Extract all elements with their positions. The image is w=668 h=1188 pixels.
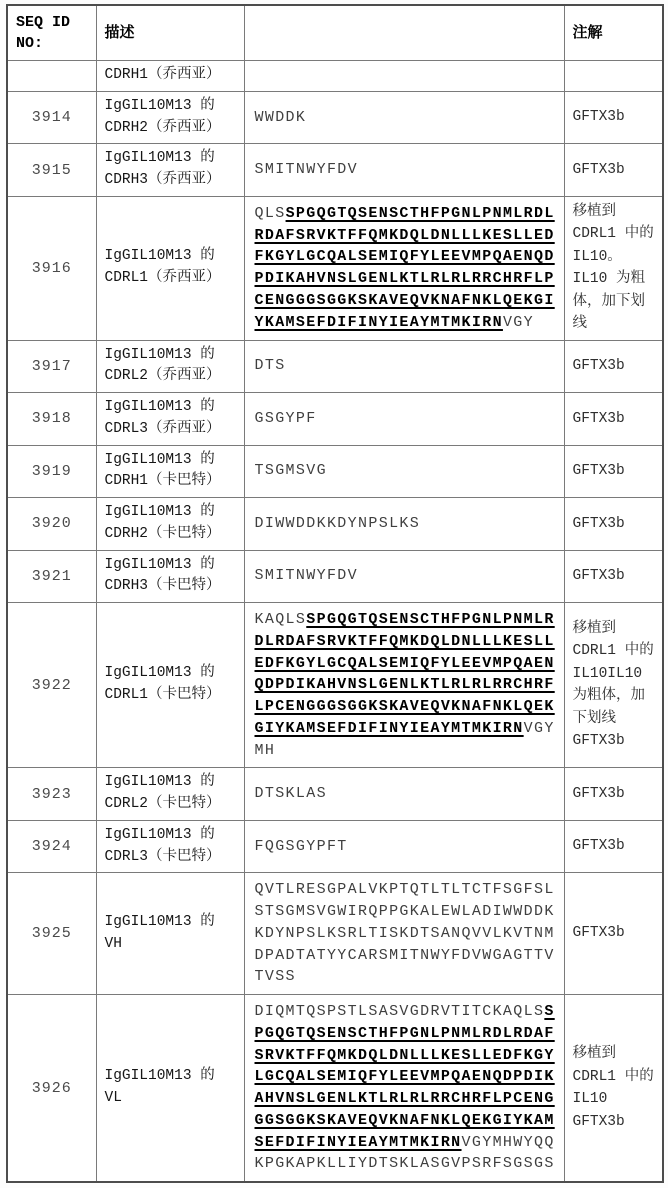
description-line: VL [104, 1090, 122, 1107]
description-line: CDRH3（卡巴特） [104, 578, 221, 595]
seq-id-cell: 3923 [7, 768, 96, 821]
description-cell [96, 393, 244, 446]
note-line: IL10IL10 [572, 665, 643, 682]
note-cell [564, 196, 663, 340]
sequence-cell [244, 445, 564, 498]
table-row [7, 768, 663, 821]
description-line: CDRL1（乔西亚） [104, 270, 221, 287]
sequence-segment: VGYMH [254, 719, 555, 759]
sequence-cell [244, 393, 564, 446]
note-cell [564, 820, 663, 873]
note-line: GFTX3b [572, 410, 625, 427]
note-line: 下划线 [572, 710, 616, 727]
description-cell [96, 995, 244, 1183]
note-line: 移植到 [572, 1046, 616, 1063]
sequence-segment-il10: SPGQGTQSENSCTHFPGNLPNMLRDLRDAFSRVKTFFQMKDQLDNLLLKESLLEDFKGYLGCQALSEMIQFYLEEVMPQAENQDPDIKAHVNSLGENLKTLRLRLRRCHRFLPCENGGGSGGKSKAVEQVKNAFNKLQEKGIYKAMSEFDIFINYIEAYMTMKIRN [254, 611, 555, 737]
description-line: IgGIL10M13 的 [104, 826, 215, 843]
note-line: GFTX3b [572, 109, 625, 126]
note-line: IL10。 [572, 248, 622, 265]
table-row [7, 498, 663, 551]
description-cell [96, 550, 244, 603]
sequence-cell [244, 91, 564, 144]
note-cell [564, 995, 663, 1183]
note-line: 体，加下划 [572, 293, 645, 310]
table-row [7, 61, 663, 92]
note-line: GFTX3b [572, 838, 625, 855]
note-cell [564, 91, 663, 144]
sequence-cell [244, 61, 564, 92]
sequence-segment: DTSKLAS [254, 785, 327, 803]
description-line: IgGIL10M13 的 [104, 913, 215, 930]
description-line: CDRL3（乔西亚） [104, 420, 221, 437]
note-line: 移植到 [572, 620, 616, 637]
sequence-cell [244, 498, 564, 551]
note-line: GFTX3b [572, 925, 625, 942]
sequence-segment: KAQLS [254, 611, 307, 629]
note-cell [564, 603, 663, 768]
sequence-segment: QLS [254, 204, 286, 222]
seq-id-cell: 3925 [7, 873, 96, 995]
seq-id-cell: 3918 [7, 393, 96, 446]
col-header-description: 描述 [96, 5, 244, 61]
seq-id-cell: 3924 [7, 820, 96, 873]
note-line: IL10 为粗 [572, 271, 646, 288]
seq-id-cell: 3926 [7, 995, 96, 1183]
sequence-segment: GSGYPF [254, 409, 317, 427]
note-line: GFTX3b [572, 515, 625, 532]
table-row [7, 550, 663, 603]
description-line: CDRH2（乔西亚） [104, 119, 221, 136]
seq-id-cell: 3920 [7, 498, 96, 551]
description-cell [96, 61, 244, 92]
seq-id-cell [7, 61, 96, 92]
sequence-cell [244, 340, 564, 393]
note-line: GFTX3b [572, 463, 625, 480]
sequence-cell [244, 820, 564, 873]
description-line: IgGIL10M13 的 [104, 97, 215, 114]
description-line: IgGIL10M13 的 [104, 504, 215, 521]
sequence-cell [244, 995, 564, 1183]
sequence-segment: VGY [502, 313, 534, 331]
description-line: IgGIL10M13 的 [104, 1068, 215, 1085]
note-line: GFTX3b [572, 358, 625, 375]
description-cell [96, 873, 244, 995]
seq-id-cell: 3919 [7, 445, 96, 498]
note-cell [564, 144, 663, 197]
col-header-sequence [244, 5, 564, 61]
description-line: CDRH3（乔西亚） [104, 172, 221, 188]
sequence-segment: FQGSGYPFT [254, 837, 348, 855]
sequence-segment: DIQMTQSPSTLSASVGDRVTITCKAQLS [254, 1003, 545, 1021]
note-cell [564, 340, 663, 393]
sequence-listing-table [6, 4, 664, 1183]
sequence-segment: QVTLRESGPALVKPTQTLTLTCTFSGFSLSTSGMSVGWIRQPPGKALEWLADIWWDDKKDYNPSLKSRLTISKDTSANQVVLKVTNMDPADTATYYCARSMITNWYFDVWGAGTTVTVSS [254, 881, 555, 986]
note-line: CDRL1 中的 [572, 1068, 654, 1085]
description-line: IgGIL10M13 的 [104, 556, 215, 573]
description-line: CDRH2（卡巴特） [104, 525, 221, 542]
description-line: VH [104, 935, 122, 952]
table-row [7, 340, 663, 393]
note-line: CDRL1 中的 [572, 226, 654, 243]
note-line: 线 [572, 316, 587, 333]
sequence-cell [244, 196, 564, 340]
description-line: IgGIL10M13 的 [104, 774, 215, 791]
note-line: GFTX3b [572, 733, 625, 750]
col-header-seq-id [7, 5, 96, 61]
table-row [7, 995, 663, 1183]
table-row [7, 445, 663, 498]
description-cell [96, 445, 244, 498]
description-line: IgGIL10M13 的 [104, 451, 215, 468]
description-line: IgGIL10M13 的 [104, 665, 215, 682]
note-cell [564, 393, 663, 446]
sequence-segment: SMITNWYFDV [254, 567, 359, 585]
table-row [7, 196, 663, 340]
sequence-segment: SMITNWYFDV [254, 161, 359, 179]
description-cell [96, 340, 244, 393]
seq-id-cell: 3921 [7, 550, 96, 603]
note-cell [564, 873, 663, 995]
note-cell [564, 768, 663, 821]
table-row [7, 144, 663, 197]
sequence-segment-il10: SPGQGTQSENSCTHFPGNLPNMLRDLRDAFSRVKTFFQMKDQLDNLLLKESLLEDFKGYLGCQALSEMIQFYLEEVMPQAENQDPDIKAHVNSLGENLKTLRLRLRRCHRFLPCENGGGSGGKSKAVEQVKNAFNKLQEKGIYKAMSEFDIFINYIEAYMTMKIRN [254, 1003, 555, 1151]
description-line: CDRL2（卡巴特） [104, 796, 221, 813]
header-row [7, 5, 663, 61]
seq-id-cell: 3916 [7, 196, 96, 340]
sequence-cell [244, 550, 564, 603]
note-line: 移植到 [572, 203, 616, 220]
description-cell [96, 603, 244, 768]
description-cell [96, 498, 244, 551]
sequence-cell [244, 603, 564, 768]
table-body [7, 61, 663, 1183]
description-cell [96, 144, 244, 197]
sequence-segment-il10: SPGQGTQSENSCTHFPGNLPNMLRDLRDAFSRVKTFFQMKDQLDNLLLKESLLEDFKGYLGCQALSEMIQFYLEEVMPQAENQDPDIKAHVNSLGENLKTLRLRLRRCHRFLPCENGGGSGGKSKAVEQVKNAFNKLQEKGIYKAMSEFDIFINYIEAYMTMKIRN [254, 204, 555, 331]
note-line: GFTX3b [572, 785, 625, 802]
seq-id-cell: 3922 [7, 603, 96, 768]
note-cell [564, 498, 663, 551]
col-header-seq-id-line2: NO: [16, 35, 44, 52]
description-cell [96, 820, 244, 873]
table-header [7, 5, 663, 61]
note-line: GFTX3b [572, 568, 625, 585]
description-line: IgGIL10M13 的 [104, 399, 215, 416]
col-header-note: 注解 [564, 5, 663, 61]
sequence-cell [244, 144, 564, 197]
description-line: CDRH1（乔西亚） [104, 67, 221, 83]
seq-id-cell: 3915 [7, 144, 96, 197]
sequence-segment: DTS [254, 357, 286, 375]
note-line: GFTX3b [572, 161, 625, 178]
description-line: CDRL2（乔西亚） [104, 368, 221, 385]
description-cell [96, 768, 244, 821]
note-cell [564, 445, 663, 498]
table-row [7, 820, 663, 873]
sequence-segment: TSGMSVG [254, 462, 327, 480]
sequence-segment: DIWWDDKKDYNPSLKS [254, 514, 421, 532]
table-row [7, 91, 663, 144]
note-line: GFTX3b [572, 1113, 625, 1130]
description-line: IgGIL10M13 的 [104, 150, 215, 167]
note-line: 为粗体，加 [572, 688, 645, 705]
table-row [7, 393, 663, 446]
description-line: IgGIL10M13 的 [104, 346, 215, 363]
sequence-segment: WWDDK [254, 108, 307, 126]
seq-id-cell: 3914 [7, 91, 96, 144]
note-cell [564, 61, 663, 92]
description-cell [96, 196, 244, 340]
note-line: CDRL1 中的 [572, 643, 654, 660]
description-line: CDRL1（卡巴特） [104, 687, 221, 704]
sequence-cell [244, 873, 564, 995]
sequence-cell [244, 768, 564, 821]
description-line: IgGIL10M13 的 [104, 248, 215, 265]
description-cell [96, 91, 244, 144]
col-header-seq-id-line1: SEQ ID [16, 14, 71, 31]
description-line: CDRH1（卡巴特） [104, 473, 221, 490]
sequence-segment: VGYMHWYQQKPGKAPKLLIYDTSKLASGVPSRFSGSGS [254, 1133, 555, 1173]
seq-id-cell: 3917 [7, 340, 96, 393]
table-row [7, 603, 663, 768]
description-line: CDRL3（卡巴特） [104, 848, 221, 865]
note-cell [564, 550, 663, 603]
note-line: IL10 [572, 1091, 608, 1108]
table-row [7, 873, 663, 995]
